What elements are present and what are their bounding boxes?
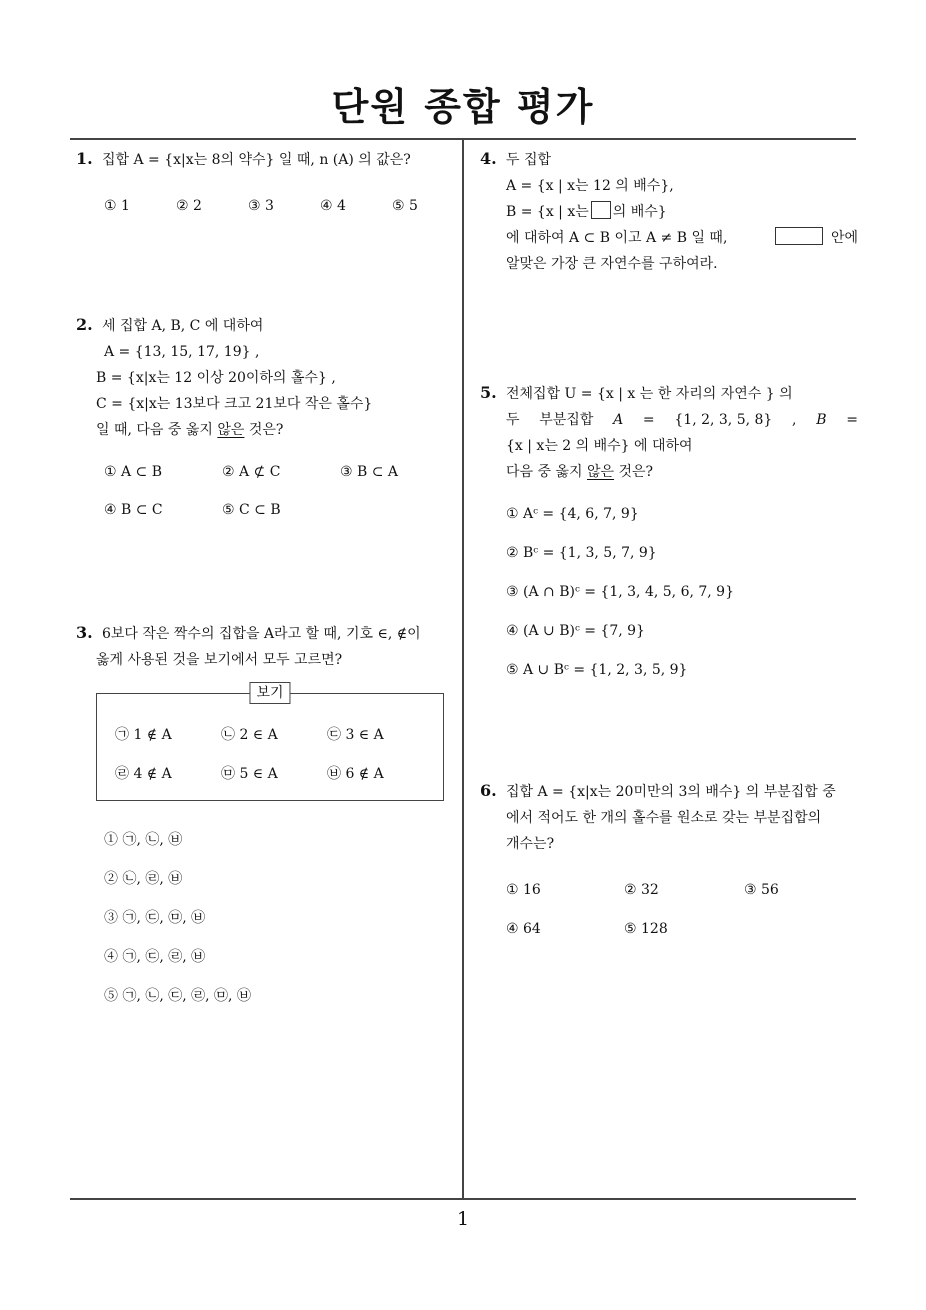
answer-option-4[interactable]: ④ (A ∪ B)ᶜ = {7, 9} <box>506 623 645 639</box>
question-text: 일 때, 다음 중 옳지 않은 것은? <box>96 422 284 438</box>
set-b-definition: B = {x | x는 의 배수} <box>480 199 858 225</box>
question-4 <box>480 146 858 277</box>
question-5 <box>480 380 858 696</box>
question-text: 알맞은 가장 큰 자연수를 구하여라. <box>506 256 718 272</box>
answer-option-5[interactable]: ⑤ 5 <box>392 198 418 214</box>
question-2 <box>76 312 454 523</box>
answer-option-3[interactable]: ③ 3 <box>248 198 274 214</box>
answer-option-2[interactable]: ② ㉡, ㉣, ㉥ <box>104 871 183 887</box>
question-number: 3. <box>76 623 93 642</box>
page-title: 단원 종합 평가 <box>331 85 595 129</box>
footer-rule <box>70 1198 856 1200</box>
example-item: ㉠ 1 ∉ A <box>115 727 172 743</box>
question-number: 2. <box>76 315 93 334</box>
question-condition: 에 대하여 A ⊂ B 이고 A ≠ B 일 때, 안에 <box>480 225 858 251</box>
set-c-definition: C = {x|x는 13보다 크고 21보다 작은 홀수} <box>96 396 373 412</box>
answer-option-5[interactable]: ⑤ C ⊂ B <box>222 502 281 518</box>
question-intro: 두 집합 <box>506 152 552 168</box>
question-text-line-1: 집합 A = {x|x는 20미만의 3의 배수} 의 부분집합 중 <box>506 784 836 800</box>
question-text-line-3: 개수는? <box>506 836 555 852</box>
example-box-title: 보기 <box>249 682 290 704</box>
example-box <box>96 685 444 801</box>
answer-options-row-1 <box>480 877 858 903</box>
question-6 <box>480 778 858 942</box>
question-text-line-1: 6보다 작은 짝수의 집합을 A라고 할 때, 기호 ∈, ∉이 <box>102 626 421 642</box>
answer-options-row-1 <box>76 459 454 485</box>
example-row-1 <box>115 722 433 748</box>
answer-option-2[interactable]: ② Bᶜ = {1, 3, 5, 7, 9} <box>506 545 657 561</box>
answer-options-row-2 <box>76 497 454 523</box>
question-number: 4. <box>480 149 497 168</box>
example-item: ㉥ 6 ∉ A <box>327 766 384 782</box>
answer-option-1[interactable]: ① A ⊂ B <box>104 464 163 480</box>
example-item: ㉣ 4 ∉ A <box>115 766 172 782</box>
question-text-line-3: {x | x는 2 의 배수} 에 대하여 <box>506 438 693 454</box>
question-number: 6. <box>480 781 497 800</box>
question-text: 다음 중 옳지 않은 것은? <box>506 464 654 480</box>
answer-option-5[interactable]: ⑤ ㉠, ㉡, ㉢, ㉣, ㉤, ㉥ <box>104 988 251 1004</box>
set-a-definition: A = {x | x는 12 의 배수}, <box>506 178 674 194</box>
answer-option-1[interactable]: ① ㉠, ㉡, ㉥ <box>104 832 183 848</box>
column-divider <box>462 139 464 1198</box>
answer-option-5[interactable]: ⑤ 128 <box>624 921 668 937</box>
question-number: 5. <box>480 383 497 402</box>
answer-options <box>76 827 454 1022</box>
answer-option-1[interactable]: ① 16 <box>506 882 541 898</box>
answer-option-4[interactable]: ④ 64 <box>506 921 541 937</box>
answer-option-2[interactable]: ② 2 <box>176 198 202 214</box>
example-item: ㉤ 5 ∈ A <box>221 766 278 782</box>
answer-option-2[interactable]: ② 32 <box>624 882 659 898</box>
answer-blank[interactable] <box>591 201 611 219</box>
set-a-definition: A = {13, 15, 17, 19} , <box>104 344 260 360</box>
answer-option-3[interactable]: ③ 56 <box>744 882 779 898</box>
question-3 <box>76 620 454 1022</box>
answer-option-4[interactable]: ④ 4 <box>320 198 346 214</box>
emphasis-underline: 않은 <box>217 422 245 438</box>
question-text-line-2: 옳게 사용된 것을 보기에서 모두 고르면? <box>96 652 343 668</box>
question-text-line-2: 두 부분집합 A = {1, 2, 3, 5, 8} , B = <box>506 412 858 428</box>
example-item: ㉡ 2 ∈ A <box>221 727 278 743</box>
answer-option-4[interactable]: ④ ㉠, ㉢, ㉣, ㉥ <box>104 949 206 965</box>
set-b-definition: B = {x|x는 12 이상 20이하의 홀수} , <box>96 370 336 386</box>
question-intro: 세 집합 A, B, C 에 대하여 <box>102 318 264 334</box>
answer-option-5[interactable]: ⑤ A ∪ Bᶜ = {1, 2, 3, 5, 9} <box>506 662 688 678</box>
question-text-line-1: 전체집합 U = {x | x 는 한 자리의 자연수 } 의 <box>506 386 793 402</box>
page-number: 1 <box>456 1208 470 1230</box>
answer-options-row-2 <box>480 916 858 942</box>
question-number: 1. <box>76 149 93 168</box>
answer-option-4[interactable]: ④ B ⊂ C <box>104 502 163 518</box>
emphasis-underline: 않은 <box>586 464 615 480</box>
answer-option-3[interactable]: ③ ㉠, ㉢, ㉤, ㉥ <box>104 910 206 926</box>
answer-option-3[interactable]: ③ (A ∩ B)ᶜ = {1, 3, 4, 5, 6, 7, 9} <box>506 584 734 600</box>
answer-blank-reference <box>775 227 823 245</box>
example-row-2 <box>115 761 433 787</box>
answer-option-2[interactable]: ② A ⊄ C <box>222 464 281 480</box>
example-item: ㉢ 3 ∈ A <box>327 727 384 743</box>
answer-option-1[interactable]: ① Aᶜ = {4, 6, 7, 9} <box>506 506 639 522</box>
answer-options <box>76 193 454 219</box>
question-text-line-2: 에서 적어도 한 개의 홀수를 원소로 갖는 부분집합의 <box>506 810 822 826</box>
question-1 <box>76 146 454 219</box>
answer-option-1[interactable]: ① 1 <box>104 198 130 214</box>
answer-options <box>480 501 858 696</box>
answer-option-3[interactable]: ③ B ⊂ A <box>340 464 399 480</box>
question-text: 집합 A = {x|x는 8의 약수} 일 때, n (A) 의 값은? <box>102 152 411 168</box>
